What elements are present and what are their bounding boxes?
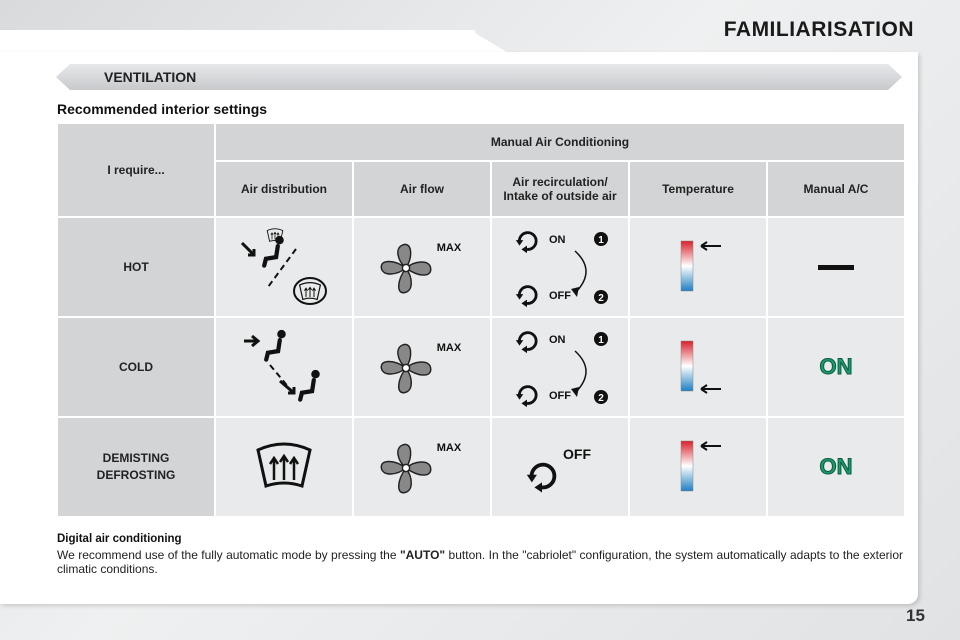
row-header-cell [58,418,214,516]
recirc-off-label: OFF [563,445,591,462]
footer-text-before: We recommend use of the fully automatic mode by pressing the [57,548,400,562]
page-number: 15 [906,606,925,625]
temperature-pointer-icon [701,385,721,393]
corner-header-cell [58,124,214,216]
temperature-pointer-icon [701,442,721,450]
fan-icon [367,221,477,311]
row-label: HOT [123,260,149,274]
step-one-number: 1 [598,234,604,246]
table-row [58,318,904,416]
fan-icon [367,421,477,511]
section-title: VENTILATION [104,69,197,85]
recirc-on-label: ON [549,333,566,346]
air-distribution-cell [216,318,352,416]
panel-tab [0,30,475,54]
page-title: FAMILIARISATION [723,18,914,41]
footwell-defrost-icon [294,278,326,304]
row-header-cell [58,318,214,416]
recirculation-cell [492,318,628,416]
temperature-gauge [663,421,733,511]
ac-off-dash [818,265,854,270]
recirc-off-label: OFF [549,389,571,402]
fan-max-label: MAX [436,241,462,254]
air-flow-cell [354,318,490,416]
recirculation-cell [492,218,628,316]
recirculation-cell [492,418,628,516]
recirc-off-label: OFF [549,289,571,302]
ac-on-label: ON [819,353,853,379]
recirc-on-label: ON [549,233,566,246]
air-distribution-icon [224,321,344,411]
panel-tab-slope [470,30,510,54]
column-header [630,162,766,216]
column-header [768,162,904,216]
air-distribution-cell [216,418,352,516]
column-header [354,162,490,216]
air-distribution-cell [216,218,352,316]
fan-icon [367,321,477,411]
table-row [58,418,904,516]
sequence-arrow-icon [575,351,586,393]
fan-max-label: MAX [436,341,462,354]
face-vent-person-icon [244,329,286,359]
temperature-gauge [663,221,733,311]
footer-text-bold: "AUTO" [399,548,446,562]
ac-on-indicator [806,351,866,381]
windscreen-defrost-icon [224,421,344,511]
ac-on-label: ON [819,453,853,479]
group-header-cell [216,124,904,160]
column-header-label: Manual A/C [803,182,869,196]
manual-ac-cell [768,218,904,316]
step-one-number: 1 [598,334,604,346]
column-header [216,162,352,216]
step-two-number: 2 [598,392,604,404]
sequence-arrowhead-icon [571,387,579,397]
temperature-cell [630,418,766,516]
column-header-label: Air flow [400,182,444,196]
row-label: DEMISTING DEFROSTING [96,451,176,482]
settings-table [56,122,906,518]
air-flow-cell [354,218,490,316]
row-header-cell [58,218,214,316]
footer-text-after: button. In the "cabriolet" configuration, the system automatically adapts to the exterior climatic conditions. [57,548,903,576]
manual-ac-cell [768,318,904,416]
temperature-cell [630,218,766,316]
footer-paragraph [57,548,903,576]
column-header-label: Air distribution [241,182,327,196]
fan-max-label: MAX [436,441,462,454]
footer-title: Digital air conditioning [57,533,182,545]
sequence-arrow-icon [575,251,586,293]
footwell-person-icon [280,369,320,399]
recirculation-icon [505,221,615,311]
temperature-pointer-icon [701,242,721,250]
ac-on-indicator [806,451,866,481]
divider-line [268,249,296,287]
corner-label: I require... [107,163,165,177]
temperature-scale [681,341,693,391]
air-distribution-icon [224,221,344,311]
face-vent-person-icon [242,235,284,265]
row-label: COLD [119,360,153,374]
air-flow-cell [354,418,490,516]
sequence-arrowhead-icon [571,287,579,297]
recirculation-icon [505,321,615,411]
group-header: Manual Air Conditioning [490,135,630,149]
subheading: Recommended interior settings [57,101,268,117]
temperature-scale [681,441,693,491]
manual-ac-cell [768,418,904,516]
temperature-gauge [663,321,733,411]
step-two-number: 2 [598,292,604,304]
column-header-label: Air recirculation/ Intake of outside air [503,175,617,203]
recirculation-icon [505,421,615,511]
temperature-scale [681,241,693,291]
column-header [492,162,628,216]
table-row [58,218,904,316]
column-header-label: Temperature [662,182,734,196]
temperature-cell [630,318,766,416]
